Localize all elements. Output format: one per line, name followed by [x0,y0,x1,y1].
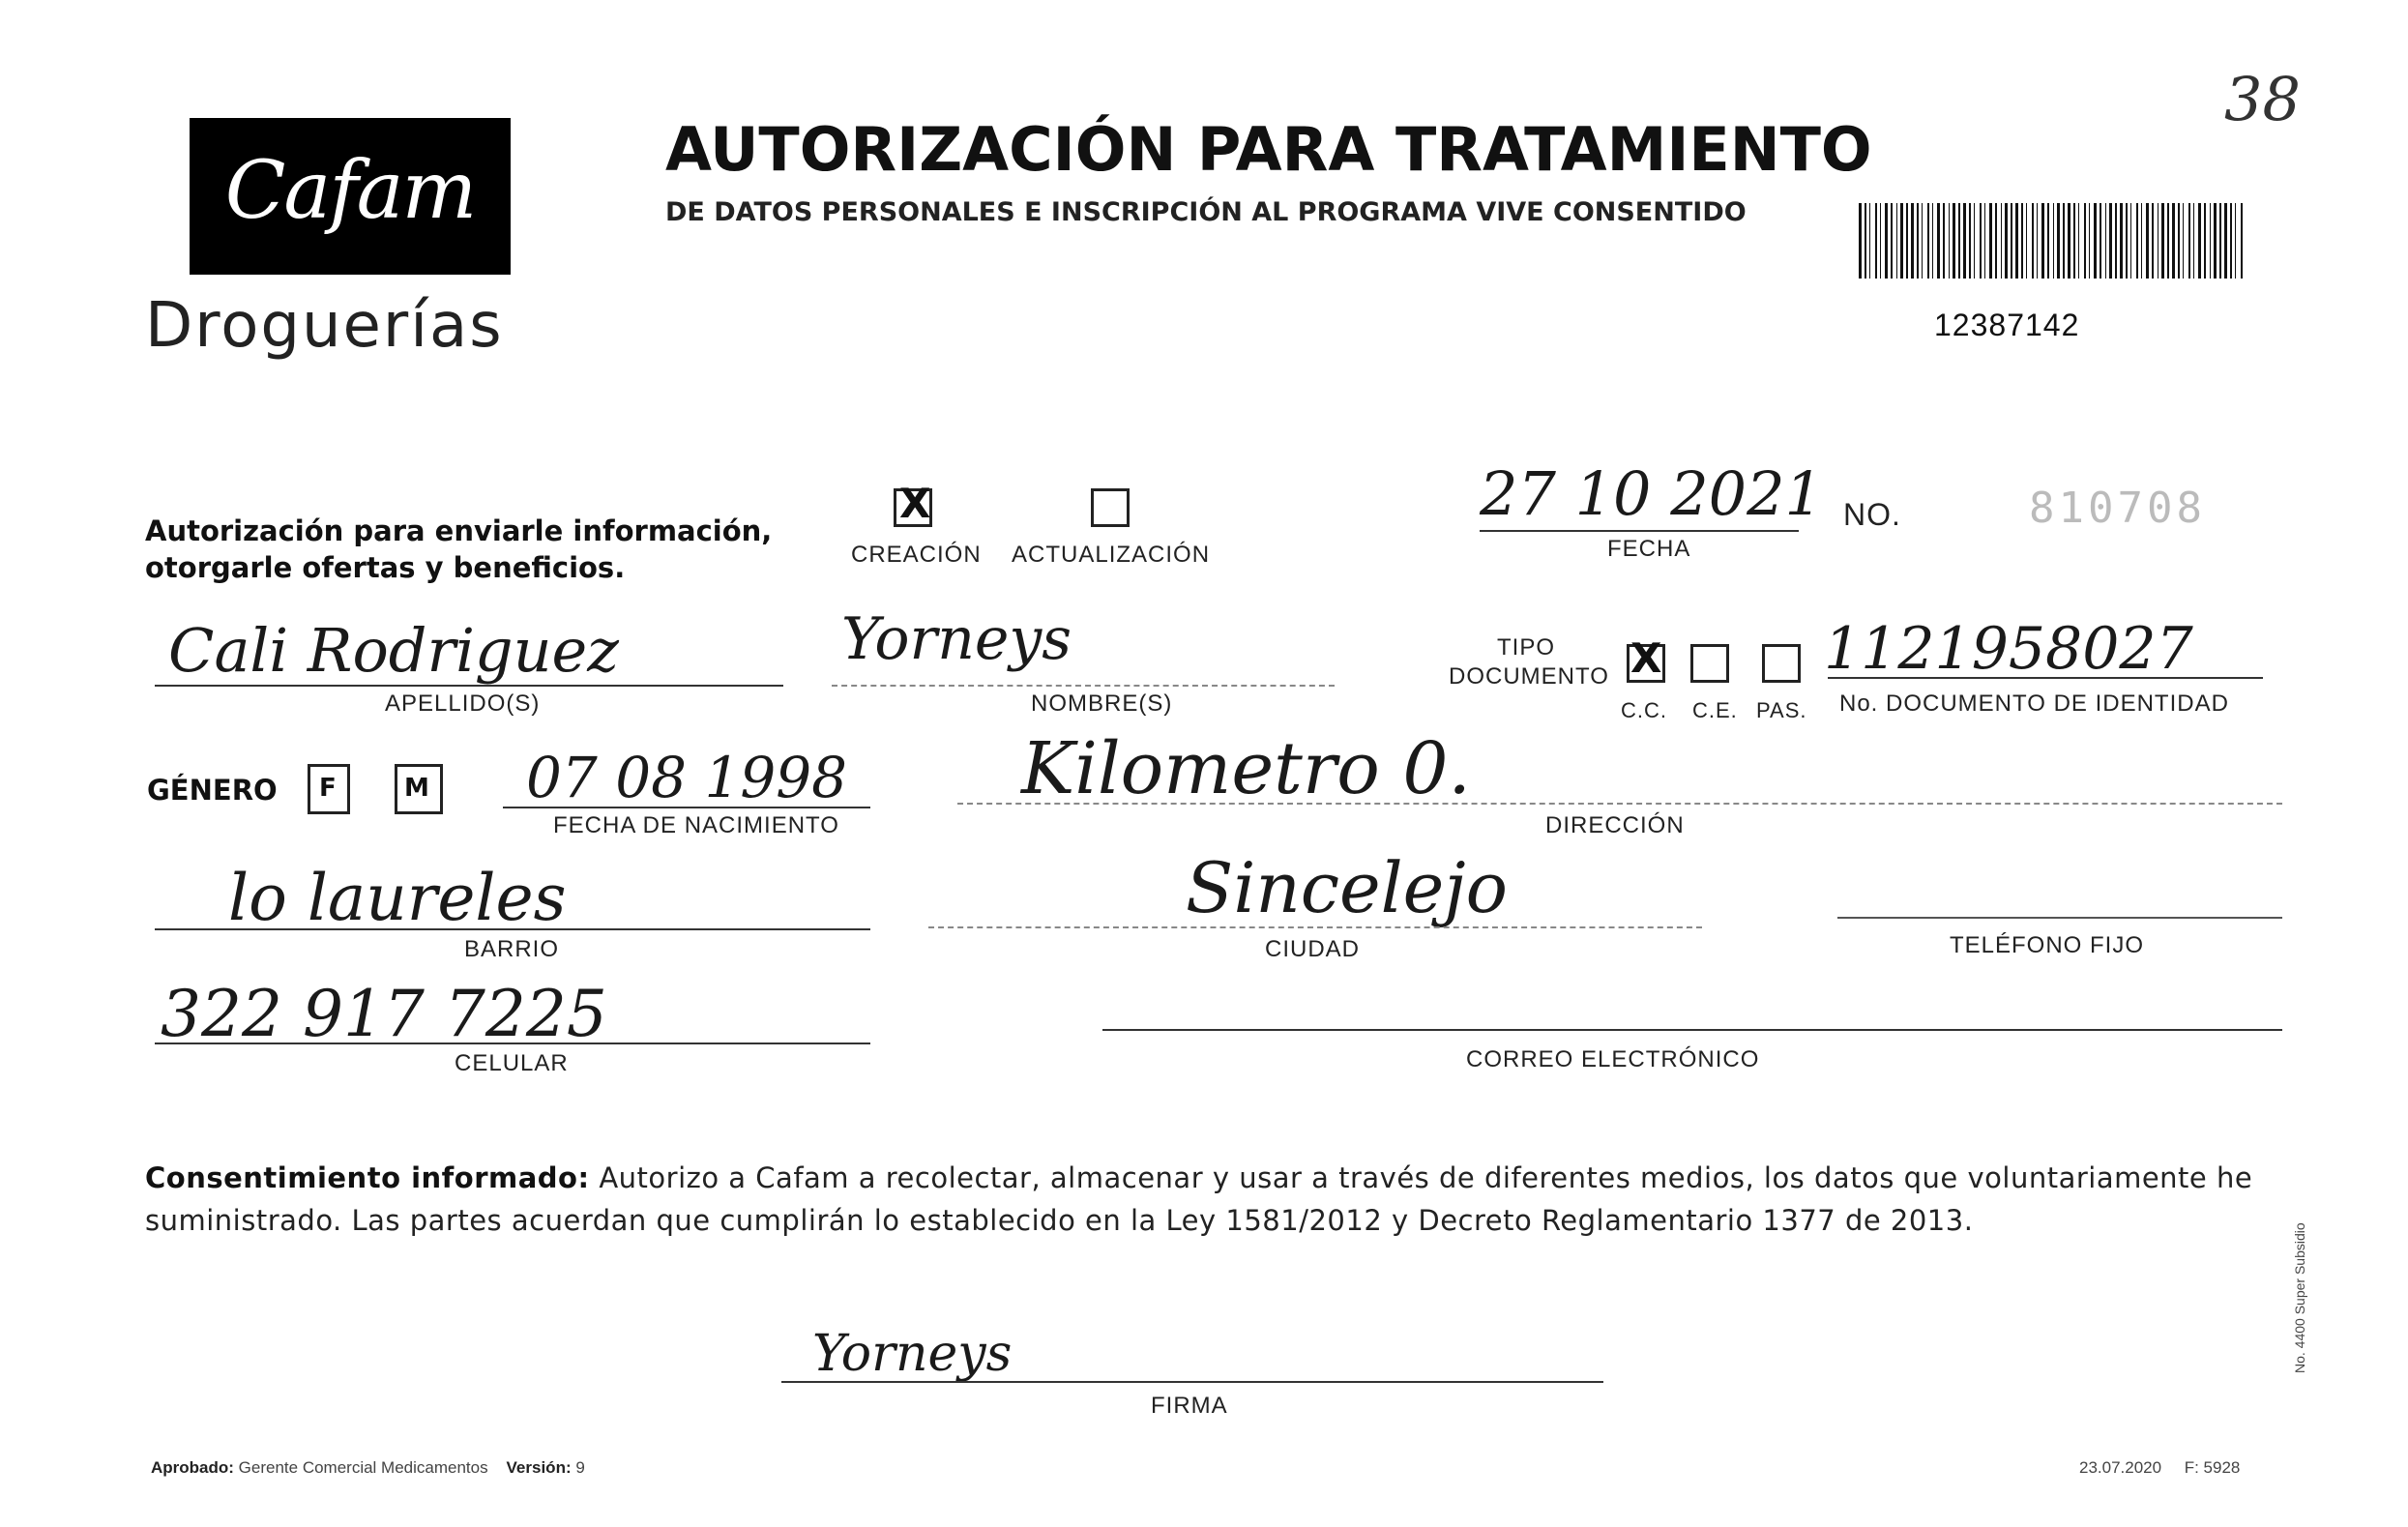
fecha-nacimiento-line [503,807,870,808]
logo: Cafam [224,145,476,237]
form-title: AUTORIZACIÓN PARA TRATAMIENTO [665,114,1872,185]
nombres-value[interactable]: Yorneys [841,605,1072,673]
fecha-nacimiento-label: FECHA DE NACIMIENTO [553,812,839,838]
barrio-label: BARRIO [464,936,560,962]
direccion-value[interactable]: Kilometro 0. [1021,727,1471,810]
cc-check-mark: X [1630,634,1662,682]
authorization-text-line2: otorgarle ofertas y beneficios. [145,551,626,584]
tipo-documento-label-1: TIPO [1497,634,1556,661]
pas-label: PAS. [1756,698,1807,722]
documento-line [1828,677,2263,679]
ciudad-value[interactable]: Sincelejo [1186,847,1508,928]
authorization-text-line1: Autorización para enviarle información, [145,514,773,547]
ciudad-line [928,926,1702,928]
footer-approval [151,1458,585,1478]
correo-line[interactable] [1102,1029,2282,1031]
barrio-line [155,928,870,930]
pas-checkbox[interactable] [1762,644,1801,683]
nombres-label: NOMBRE(S) [1031,690,1173,717]
direccion-line [957,803,2282,805]
logo-subtitle: Droguerías [145,290,504,362]
barcode-icon [1859,203,2246,279]
ce-checkbox[interactable] [1690,644,1729,683]
aprobado-label: Aprobado: [151,1458,234,1477]
aprobado-value: Gerente Comercial Medicamentos [238,1458,488,1477]
version-label: Versión: [506,1458,572,1477]
barrio-value[interactable]: lo laureles [228,861,567,935]
signature-line [781,1381,1603,1383]
apellidos-value[interactable]: Cali Rodriguez [168,615,619,686]
page-mark: 38 [2224,64,2301,134]
cc-label: C.C. [1621,698,1667,722]
consent-lead: Consentimiento informado: [145,1161,590,1194]
nombres-line [832,685,1335,687]
actualizacion-checkbox[interactable] [1091,488,1130,527]
footer-date-code [2079,1458,2240,1478]
actualizacion-label: ACTUALIZACIÓN [1012,542,1211,568]
side-note: No. 4400 Super Subsidio [2292,1222,2307,1373]
celular-label: CELULAR [455,1050,569,1076]
barcode-number: 12387142 [1934,308,2080,342]
genero-label: GÉNERO [147,774,278,807]
fecha-label: FECHA [1607,536,1691,562]
tipo-documento-label-2: DOCUMENTO [1449,663,1609,690]
documento-label: No. DOCUMENTO DE IDENTIDAD [1839,690,2229,717]
consent-paragraph [145,1157,2273,1242]
ce-label: C.E. [1692,698,1738,722]
creacion-check-mark: X [899,480,931,527]
version-value: 9 [575,1458,585,1477]
footer-code: F: 5928 [2184,1458,2241,1477]
celular-value[interactable]: 322 917 7225 [161,977,607,1051]
fecha-line [1480,530,1799,532]
consent-text: Autorizo a Cafam a recolectar, almacenar y usar a través de diferentes medios, los datos que voluntariamente he suministrado. Las partes acuerdan que cumplirán lo establecido en la Ley 1581/2012 y Decreto Reglamentario 1377 de 2013. [145,1161,2253,1237]
documento-value[interactable]: 1121958027 [1824,615,2193,683]
telefono-line[interactable] [1837,917,2282,919]
signature-label: FIRMA [1151,1393,1228,1419]
creacion-label: CREACIÓN [851,542,982,568]
celular-line [155,1042,870,1044]
authorization-text [145,513,772,586]
footer-date: 23.07.2020 [2079,1458,2162,1477]
genero-m-label: M [404,774,429,803]
ciudad-label: CIUDAD [1265,936,1361,962]
fecha-value[interactable]: 27 10 2021 [1480,458,1823,529]
correo-label: CORREO ELECTRÓNICO [1466,1046,1760,1072]
direccion-label: DIRECCIÓN [1545,812,1685,838]
apellidos-label: APELLIDO(S) [385,690,541,717]
genero-f-label: F [319,774,337,803]
no-label: NO. [1843,497,1901,532]
no-value: 810708 [2029,484,2206,533]
apellidos-line [155,685,783,687]
telefono-label: TELÉFONO FIJO [1950,932,2145,958]
form-subtitle: DE DATOS PERSONALES E INSCRIPCIÓN AL PROGRAMA VIVE CONSENTIDO [665,197,1747,227]
signature-value[interactable]: Yorneys [812,1325,1013,1383]
fecha-nacimiento-value[interactable]: 07 08 1998 [526,745,848,810]
